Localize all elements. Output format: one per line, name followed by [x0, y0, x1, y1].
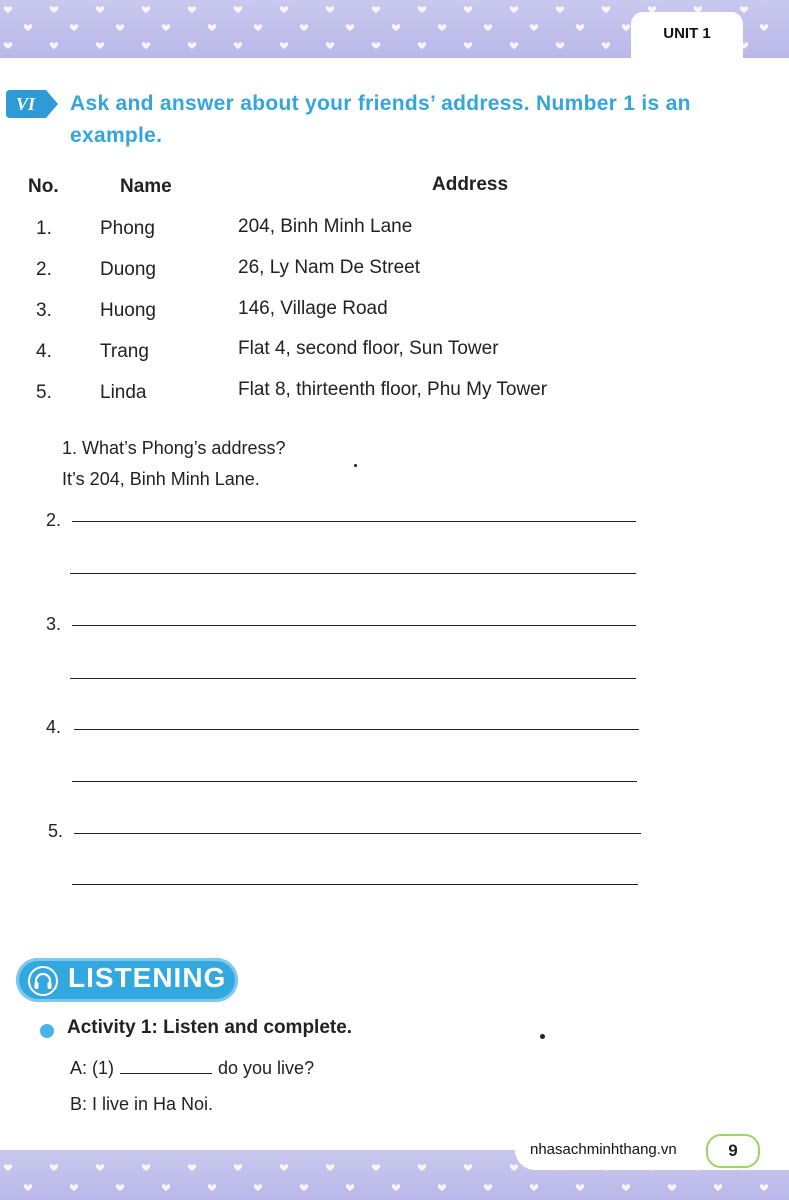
heart-icon [50, 42, 58, 49]
heart-icon [116, 1184, 124, 1191]
heart-icon [280, 6, 288, 13]
row-name: Duong [100, 259, 156, 280]
heart-icon [142, 42, 150, 49]
listening-title: LISTENING [68, 962, 227, 993]
heart-icon [234, 1164, 242, 1171]
heart-icon [234, 42, 242, 49]
heart-icon [602, 42, 610, 49]
heart-icon [418, 6, 426, 13]
heart-icon [740, 6, 748, 13]
heart-icon [530, 24, 538, 31]
heart-icon [326, 6, 334, 13]
answer-number: 4. [46, 717, 62, 737]
heart-icon [418, 42, 426, 49]
answer-line[interactable] [72, 781, 637, 782]
header-no: No. [28, 176, 59, 197]
listening-section-header [16, 958, 238, 1002]
answer-line[interactable] [72, 625, 636, 626]
heart-icon [142, 1164, 150, 1171]
headphones-icon [28, 966, 58, 996]
heart-icon [188, 6, 196, 13]
table-row [0, 379, 789, 412]
heart-icon [530, 1184, 538, 1191]
heart-icon [188, 42, 196, 49]
dialog-line-b: B: I live in Ha Noi. [70, 1094, 214, 1114]
exercise-number: VI [16, 94, 36, 114]
answer-line[interactable] [74, 729, 639, 730]
header-name: Name [120, 176, 172, 197]
row-number: 3. [36, 300, 52, 321]
heart-icon [208, 1184, 216, 1191]
dialog-a-prefix: A: (1) [70, 1058, 115, 1078]
heart-icon [254, 1184, 262, 1191]
activity-title: Activity 1: Listen and complete. [67, 1017, 353, 1038]
row-number: 5. [36, 382, 52, 403]
heart-icon [438, 1184, 446, 1191]
heart-icon [346, 1184, 354, 1191]
heart-icon [392, 24, 400, 31]
heart-icon [622, 1184, 630, 1191]
row-name: Trang [100, 341, 149, 362]
heart-icon [464, 6, 472, 13]
heart-icon [418, 1164, 426, 1171]
heart-icon [346, 24, 354, 31]
row-address: 146, Village Road [238, 298, 388, 319]
answer-number: 5. [48, 821, 64, 841]
heart-icon [622, 24, 630, 31]
heart-icon [162, 1184, 170, 1191]
heart-icon [4, 1164, 12, 1171]
heart-icon [188, 1164, 196, 1171]
website-label: nhasachminhthang.vn [530, 1141, 677, 1158]
heart-icon [116, 24, 124, 31]
row-address: 204, Binh Minh Lane [238, 216, 413, 237]
heart-icon [602, 6, 610, 13]
row-number: 4. [36, 341, 52, 362]
heart-icon [372, 42, 380, 49]
heart-icon [96, 42, 104, 49]
heart-icon [392, 1184, 400, 1191]
example-answer: It’s 204, Binh Minh Lane. [62, 469, 260, 489]
row-address: Flat 4, second floor, Sun Tower [238, 338, 499, 359]
answer-number: 3. [46, 614, 62, 634]
exercise-badge-icon [6, 88, 60, 120]
heart-icon [300, 1184, 308, 1191]
ink-dot [540, 1034, 545, 1039]
table-row [0, 338, 789, 371]
row-number: 2. [36, 259, 52, 280]
ink-speck [354, 464, 357, 467]
heart-icon [576, 24, 584, 31]
heart-icon [208, 24, 216, 31]
heart-icon [24, 24, 32, 31]
heart-icon [576, 1184, 584, 1191]
heart-icon [372, 1164, 380, 1171]
heart-icon [96, 6, 104, 13]
row-name: Linda [100, 382, 147, 403]
header-address: Address [432, 174, 509, 195]
heart-icon [556, 6, 564, 13]
heart-icon [510, 1164, 518, 1171]
heart-icon [372, 6, 380, 13]
page-number: 9 [706, 1134, 760, 1168]
row-address: Flat 8, thirteenth floor, Phu My Tower [238, 379, 548, 400]
answer-line[interactable] [72, 521, 636, 522]
unit-label: UNIT 1 [631, 12, 743, 58]
heart-icon [142, 6, 150, 13]
heart-icon [714, 1184, 722, 1191]
heart-icon [280, 1164, 288, 1171]
heart-icon [280, 42, 288, 49]
heart-icon [4, 6, 12, 13]
example-question: 1. What’s Phong’s address? [62, 438, 286, 458]
heart-icon [70, 24, 78, 31]
row-number: 1. [36, 218, 52, 239]
heart-icon [510, 42, 518, 49]
dialog-a-suffix: do you live? [218, 1058, 315, 1078]
heart-icon [760, 24, 768, 31]
heart-icon [254, 24, 262, 31]
heart-icon [50, 6, 58, 13]
heart-icon [96, 1164, 104, 1171]
heart-icon [464, 42, 472, 49]
row-name: Huong [100, 300, 156, 321]
heart-icon [510, 6, 518, 13]
dialog-line-a [70, 1058, 314, 1079]
heart-icon [556, 42, 564, 49]
heart-icon [484, 1184, 492, 1191]
exercise-instruction: Ask and answer about your friends’ address. Number 1 is an example. [70, 92, 691, 147]
heart-icon [438, 24, 446, 31]
bullet-icon [40, 1024, 54, 1038]
heart-icon [668, 1184, 676, 1191]
top-decorative-band [0, 0, 789, 58]
heart-icon [50, 1164, 58, 1171]
table-row [0, 259, 789, 289]
heart-icon [4, 42, 12, 49]
fill-blank-1[interactable] [120, 1073, 212, 1074]
answer-line[interactable] [72, 884, 638, 885]
row-address: 26, Ly Nam De Street [238, 257, 420, 278]
heart-icon [464, 1164, 472, 1171]
answer-line[interactable] [70, 573, 636, 574]
table-row [0, 218, 789, 248]
table-row [0, 300, 789, 330]
heart-icon [300, 24, 308, 31]
heart-icon [234, 6, 242, 13]
row-name: Phong [100, 218, 155, 239]
answer-number: 2. [46, 510, 62, 530]
heart-icon [760, 1184, 768, 1191]
heart-icon [162, 24, 170, 31]
heart-icon [70, 1184, 78, 1191]
answer-line[interactable] [74, 833, 641, 834]
heart-icon [326, 1164, 334, 1171]
heart-icon [484, 24, 492, 31]
heart-icon [326, 42, 334, 49]
heart-icon [24, 1184, 32, 1191]
answer-line[interactable] [70, 678, 636, 679]
